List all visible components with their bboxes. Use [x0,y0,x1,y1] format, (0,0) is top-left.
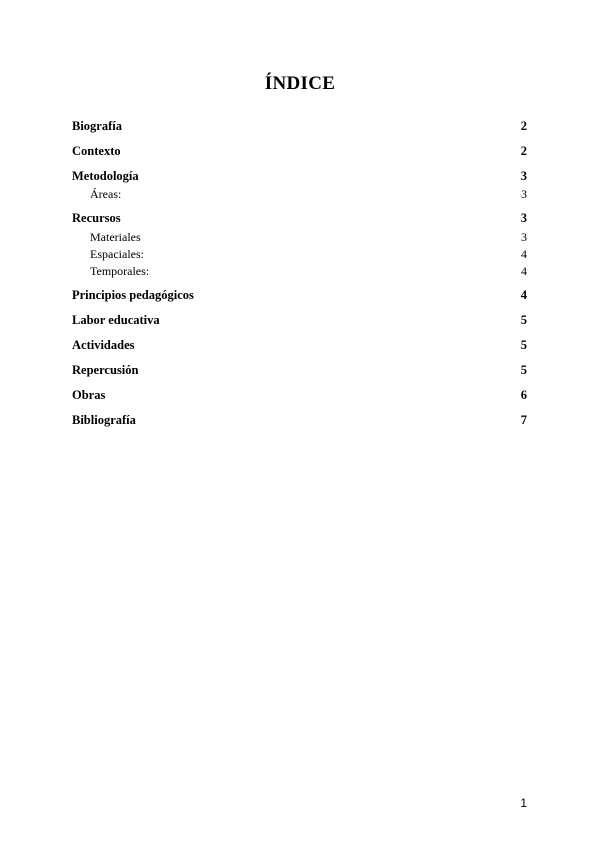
toc-entry-label: Recursos [72,211,121,225]
toc-entry-principios-pedagogicos[interactable] [72,288,527,303]
toc-entry-page: 5 [520,363,527,377]
toc-entry-contexto[interactable] [72,144,527,159]
toc-entry-label: Biografía [72,119,122,133]
toc-entry-label: Labor educativa [72,313,160,327]
toc-entry-page: 4 [521,247,527,261]
toc-entry-label: Principios pedagógicos [72,288,194,302]
toc-entry-page: 5 [520,338,527,352]
toc-entry-label: Bibliografía [72,413,136,427]
toc-entry-actividades[interactable] [72,338,527,353]
toc-entry-page: 6 [520,388,527,402]
document-title: ÍNDICE [264,73,336,94]
page-number: 1 [520,796,527,810]
toc-entry-page: 5 [520,313,527,327]
toc-entry-page: 3 [521,230,527,244]
toc-entry-bibliografia[interactable] [72,413,527,428]
toc-entry-biografia[interactable] [72,119,527,134]
toc-subentry-temporales[interactable] [72,264,527,279]
toc-entry-label: Espaciales: [90,247,144,261]
toc-subentry-materiales[interactable] [72,230,527,245]
toc-entry-label: Temporales: [90,264,150,278]
toc-entry-page: 4 [520,288,527,302]
toc-entry-page: 3 [520,169,527,183]
toc-subentry-espaciales[interactable] [72,247,527,262]
toc-entry-label: Actividades [72,338,135,352]
toc-entry-repercusion[interactable] [72,363,527,378]
toc-entry-label: Materiales [90,230,141,244]
toc-entry-label: Metodología [72,169,139,183]
toc-entry-page: 4 [521,264,527,278]
toc-entry-label: Obras [72,388,106,402]
toc-entry-page: 3 [521,187,527,201]
toc-entry-metodologia[interactable] [72,169,527,184]
toc-entry-page: 2 [520,144,527,158]
toc-entry-label: Áreas: [90,187,122,201]
toc-entry-page: 3 [520,211,527,225]
toc-entry-page: 7 [520,413,527,427]
toc-entry-label: Repercusión [72,363,139,377]
toc-entry-label: Contexto [72,144,121,158]
toc-subentry-areas[interactable] [72,187,527,202]
toc-entry-recursos[interactable] [72,211,527,226]
toc-entry-page: 2 [520,119,527,133]
toc-entry-obras[interactable] [72,388,527,403]
toc-entry-labor-educativa[interactable] [72,313,527,328]
